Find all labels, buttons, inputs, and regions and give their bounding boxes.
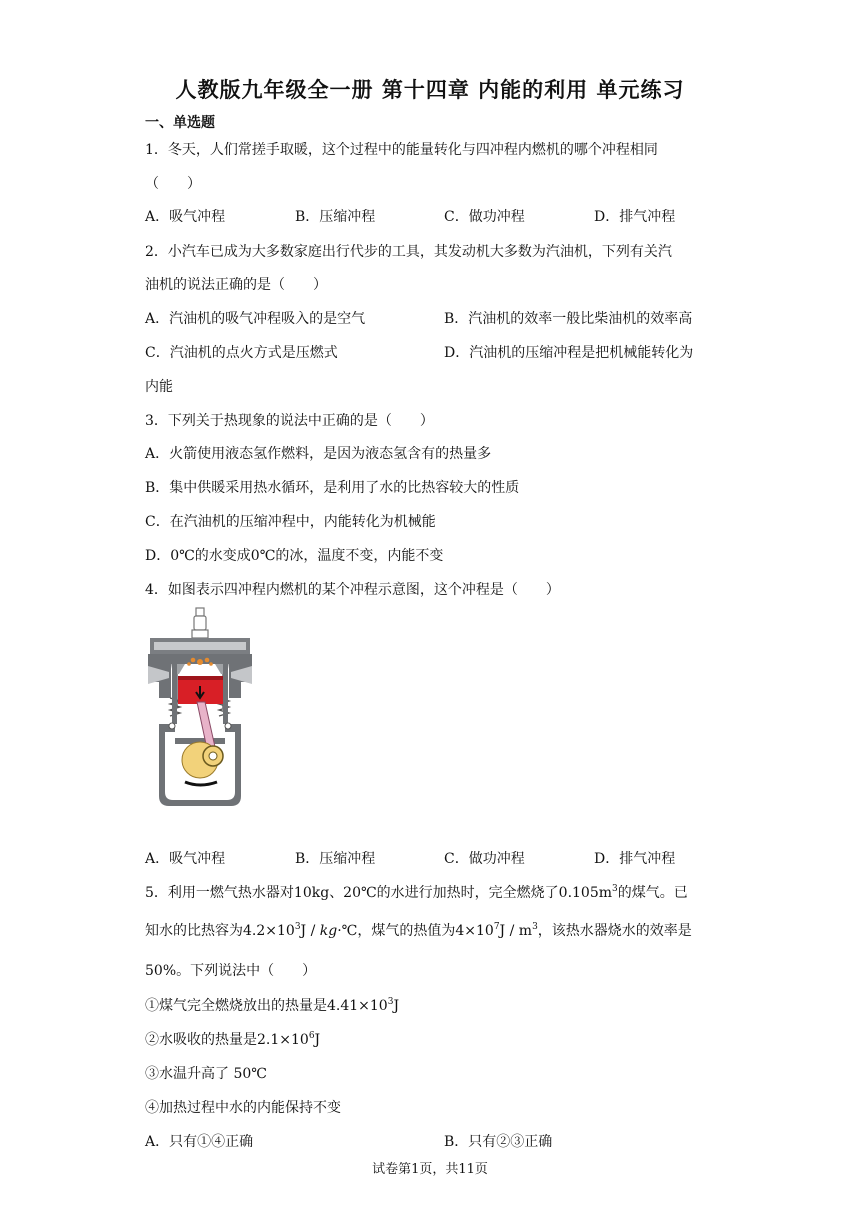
q1-option-c: C．做功冲程 <box>444 209 525 225</box>
q2-text-line1: 2．小汽车已成为大多数家庭出行代步的工具，其发动机大多数为汽油机，下列有关汽 <box>145 244 672 260</box>
q2-text-line2: 油机的说法正确的是（ ） <box>145 277 327 293</box>
q1-paren: （ ） <box>145 176 201 192</box>
q2-option-d-continued: 内能 <box>145 379 173 395</box>
q3-text: 3．下列关于热现象的说法中正确的是（ ） <box>145 413 434 429</box>
q4-option-a: A．吸气冲程 <box>145 851 226 867</box>
q5-l2i: ，该热水器烧水的效率是 <box>537 923 692 939</box>
q5-line1 <box>145 883 688 903</box>
q5-l2e: ·℃ <box>337 923 358 939</box>
q4-text: 4．如图表示四冲程内燃机的某个冲程示意图，这个冲程是（ ） <box>145 582 560 598</box>
q5-mass: 10kg <box>293 885 330 901</box>
q5-statement-3: ③水温升高了 50℃ <box>145 1066 267 1082</box>
q5-l1e: 的煤气。已 <box>617 885 688 901</box>
q5-line3: 50%。下列说法中（ ） <box>145 963 317 979</box>
q5-line2 <box>145 921 692 941</box>
q2-option-b: B．汽油机的效率一般比柴油机的效率高 <box>444 311 693 327</box>
q5-statement-4: ④加热过程中水的内能保持不变 <box>145 1100 341 1116</box>
engine-stroke-diagram <box>145 606 255 811</box>
page-title: 人教版九年级全一册 第十四章 内能的利用 单元练习 <box>175 78 685 102</box>
q5-specific-heat: 4.2×10 <box>243 923 295 939</box>
q5-volume: 0.105m <box>558 885 613 901</box>
q5-s2a: ②水吸收的热量是 <box>145 1032 257 1048</box>
q5-volume-exp: 3 <box>612 884 618 894</box>
q5-heat-value-exp: 7 <box>493 922 500 932</box>
q5-l2h: J / m <box>499 923 533 939</box>
q5-option-b: B．只有②③正确 <box>444 1134 553 1150</box>
q4-option-b: B．压缩冲程 <box>295 851 376 867</box>
q2-option-a: A．汽油机的吸气冲程吸入的是空气 <box>145 311 366 327</box>
q3-option-c: C．在汽油机的压缩冲程中，内能转化为机械能 <box>145 514 436 530</box>
q5-l2c: J / <box>300 923 320 939</box>
q3-option-a: A．火箭使用液态氢作燃料，是因为液态氢含有的热量多 <box>145 446 492 462</box>
q3-option-b: B．集中供暖采用热水循环，是利用了水的比热容较大的性质 <box>145 480 520 496</box>
q5-s2b-exp: 6 <box>308 1031 315 1041</box>
q4-option-c: C．做功冲程 <box>444 851 525 867</box>
q5-specific-heat-exp: 3 <box>294 922 301 932</box>
q5-s1b-exp: 3 <box>387 997 394 1007</box>
q5-s2c: J <box>314 1032 321 1048</box>
q5-l2d: kg <box>319 923 338 939</box>
q5-option-a: A．只有①④正确 <box>145 1134 254 1150</box>
q5-heat-value: 4×10 <box>455 923 494 939</box>
q2-option-c: C．汽油机的点火方式是压燃式 <box>145 345 338 361</box>
q5-s1b: 4.41×10 <box>327 998 388 1014</box>
q1-text: 1．冬天，人们常搓手取暖，这个过程中的能量转化与四冲程内燃机的哪个冲程相同 <box>145 142 658 158</box>
q5-s2b: 2.1×10 <box>257 1032 309 1048</box>
q5-s1c: J <box>393 998 400 1014</box>
q5-l2f: ，煤气的热值为 <box>357 923 456 939</box>
q1-option-a: A．吸气冲程 <box>145 209 226 225</box>
q5-statement-2 <box>145 1030 320 1050</box>
q1-option-d: D．排气冲程 <box>594 209 676 225</box>
page-footer: 试卷第1页，共11页 <box>372 1162 488 1177</box>
section-heading: 一、单选题 <box>145 115 215 131</box>
q3-option-d: D．0℃的水变成0℃的冰，温度不变，内能不变 <box>145 548 444 564</box>
q2-option-d: D．汽油机的压缩冲程是把机械能转化为 <box>444 345 694 361</box>
q5-l2a: 知水的比热容为 <box>145 923 243 939</box>
q5-l2h-exp: 3 <box>532 922 538 932</box>
q5-statement-1 <box>145 996 399 1016</box>
q5-s1a: ①煤气完全燃烧放出的热量是 <box>145 998 327 1014</box>
q4-option-d: D．排气冲程 <box>594 851 676 867</box>
q5-l1c: 、20℃的水进行加热时，完全燃烧了 <box>329 885 559 901</box>
q5-l1a: 5．利用一燃气热水器对 <box>145 885 294 901</box>
q1-option-b: B．压缩冲程 <box>295 209 376 225</box>
